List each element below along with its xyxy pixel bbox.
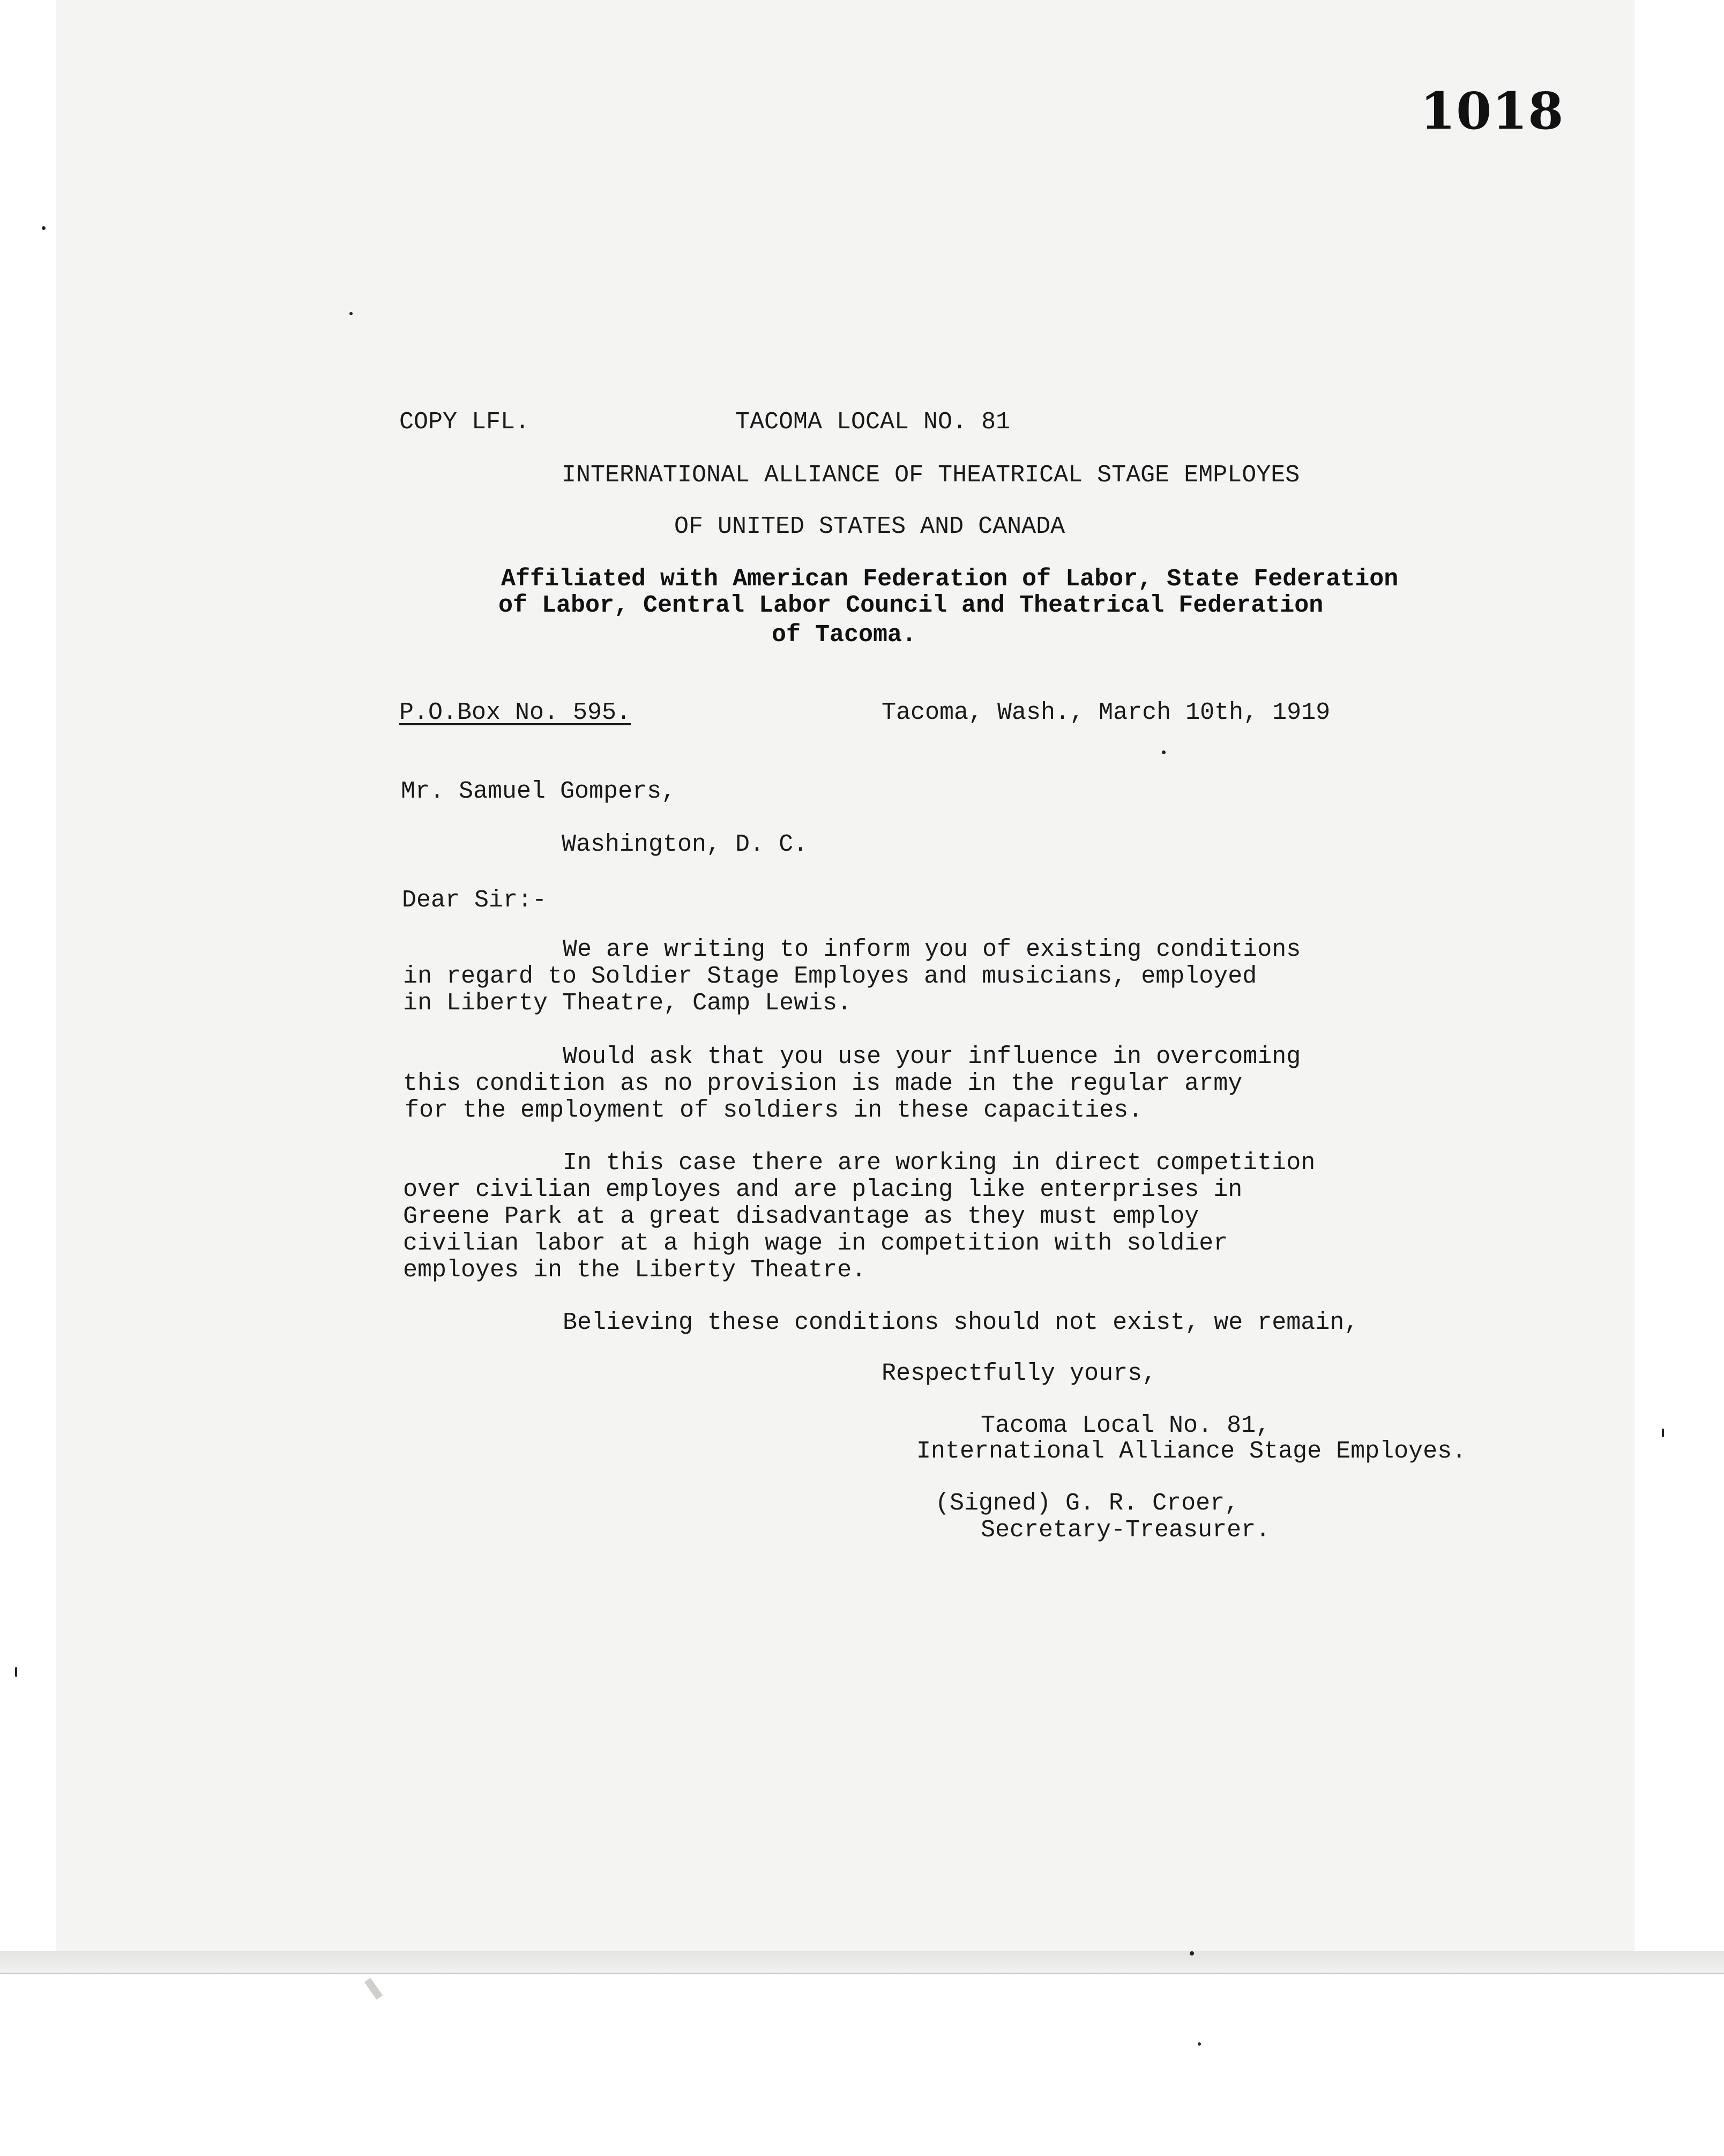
paragraph-line: employes in the Liberty Theatre. bbox=[403, 1257, 867, 1284]
paper-crease bbox=[364, 1978, 383, 2000]
page-number-stamp: 1018 bbox=[1420, 81, 1564, 141]
paragraph-line: this condition as no provision is made in the regular army bbox=[403, 1070, 1243, 1097]
paragraph-line: over civilian employes and are placing like enterprises in bbox=[403, 1176, 1243, 1203]
dust-mark bbox=[15, 1667, 17, 1677]
sheet-edge-shadow bbox=[0, 1973, 1724, 1974]
underlying-sheet-edge bbox=[0, 1951, 1724, 1973]
signature-org-line2: International Alliance Stage Employes. bbox=[916, 1438, 1467, 1465]
signature-org-line1: Tacoma Local No. 81, bbox=[981, 1412, 1271, 1439]
letterhead-affiliation-line1: Affiliated with American Federation of Labor, State Federation bbox=[501, 566, 1399, 593]
letterhead-alliance-line1: INTERNATIONAL ALLIANCE OF THEATRICAL STAGE EMPLOYES bbox=[562, 462, 1300, 489]
recipient-city: Washington, D. C. bbox=[562, 831, 808, 858]
letterhead-affiliation-line2: of Labor, Central Labor Council and Theatrical Federation bbox=[498, 592, 1324, 619]
letterhead-affiliation-line3: of Tacoma. bbox=[772, 621, 917, 649]
paragraph-line: Would ask that you use your influence in overcoming bbox=[563, 1043, 1301, 1070]
recipient-name: Mr. Samuel Gompers, bbox=[401, 778, 676, 805]
signature-title: Secretary-Treasurer. bbox=[981, 1516, 1271, 1544]
dust-speck bbox=[1162, 750, 1166, 754]
paragraph-line: In this case there are working in direct competition bbox=[563, 1149, 1316, 1177]
salutation: Dear Sir:- bbox=[402, 887, 547, 914]
paragraph-line: in Liberty Theatre, Camp Lewis. bbox=[403, 990, 852, 1017]
po-box: P.O.Box No. 595. bbox=[399, 699, 631, 726]
letterhead-alliance-line2: OF UNITED STATES AND CANADA bbox=[674, 513, 1065, 540]
signature-signed: (Signed) G. R. Croer, bbox=[935, 1490, 1240, 1517]
dust-mark bbox=[1662, 1429, 1664, 1437]
dust-speck bbox=[1190, 1951, 1194, 1956]
copy-mark: COPY LFL. bbox=[399, 408, 530, 436]
paragraph-line: Greene Park at a great disadvantage as they must employ bbox=[403, 1203, 1199, 1230]
closing: Respectfully yours, bbox=[882, 1360, 1157, 1387]
dust-speck bbox=[349, 312, 353, 315]
paragraph-line: We are writing to inform you of existing conditions bbox=[563, 936, 1301, 963]
paragraph-line: civilian labor at a high wage in competition with soldier bbox=[403, 1230, 1228, 1257]
paragraph-line: for the employment of soldiers in these capacities. bbox=[405, 1097, 1143, 1124]
paragraph-line: in regard to Soldier Stage Employes and musicians, employed bbox=[403, 963, 1257, 990]
letterhead-local: TACOMA LOCAL NO. 81 bbox=[735, 408, 1011, 436]
paragraph-line: Believing these conditions should not exist, we remain, bbox=[563, 1309, 1359, 1336]
dust-speck bbox=[1198, 2042, 1201, 2046]
date-line: Tacoma, Wash., March 10th, 1919 bbox=[882, 699, 1331, 726]
dust-speck bbox=[42, 226, 46, 230]
